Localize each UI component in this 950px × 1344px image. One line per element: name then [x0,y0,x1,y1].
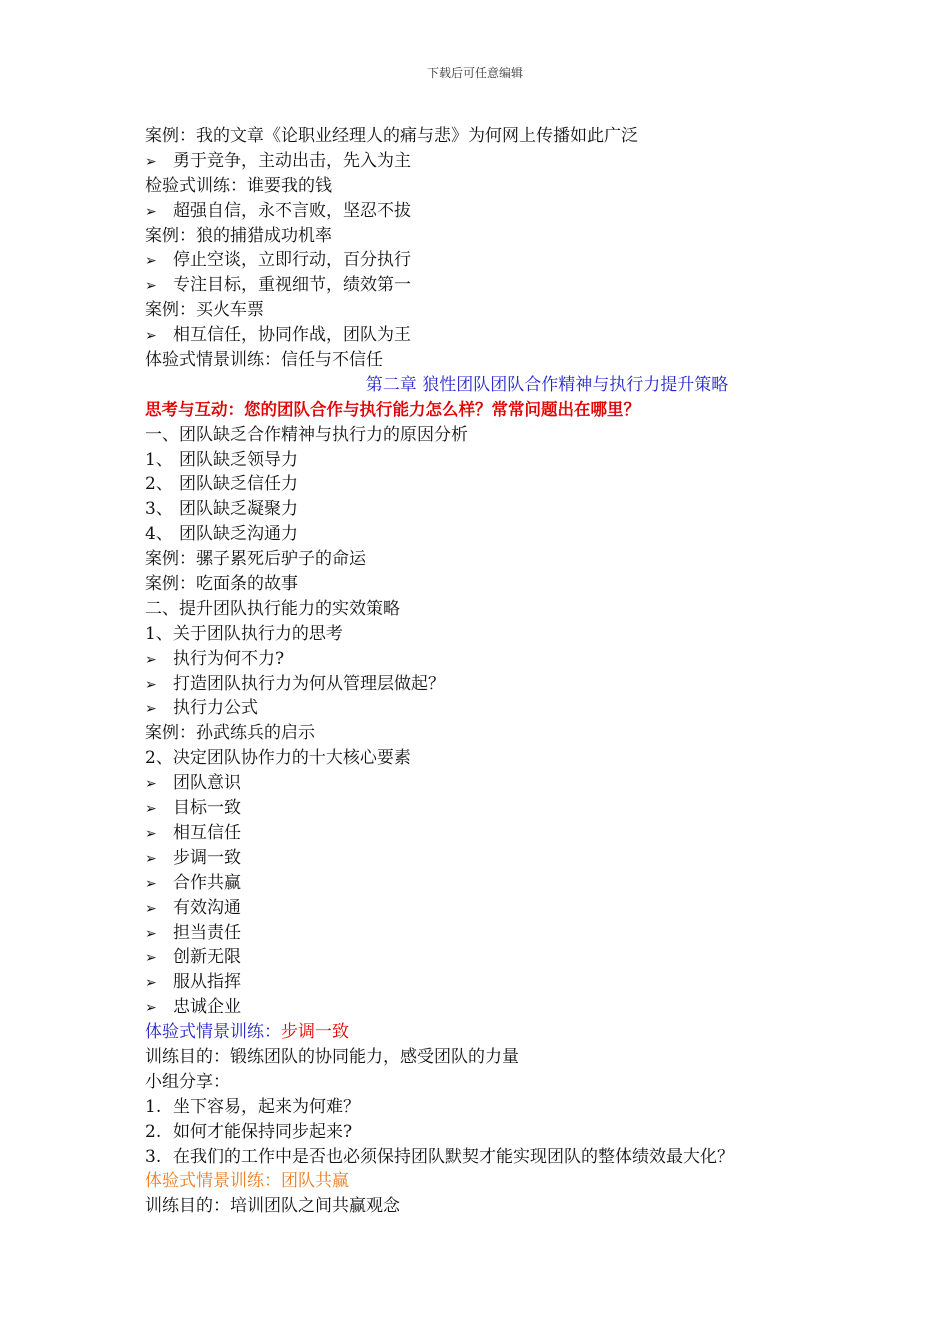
bullet-item [145,921,865,946]
numbered-item [145,1145,865,1170]
item-text: 在我们的工作中是否也必须保持团队默契才能实现团队的整体绩效最大化？ [173,1146,734,1167]
bullet-arrow-icon: ➢ [145,875,157,892]
item-text: 如何才能保持同步起来? [173,1121,353,1142]
training-line: 体验式情景训练：信任与不信任 [145,350,383,371]
subsection-heading: 1、关于团队执行力的思考 [145,623,343,644]
bullet-arrow-icon: ➢ [145,825,157,842]
bullet-text: 相互信任，协同作战，团队为王 [173,325,411,346]
case-line: 案例：狼的捕猎成功机率 [145,225,332,246]
case-line: 案例：孙武练兵的启示 [145,723,315,744]
case-line: 案例：买火车票 [145,300,264,321]
item-text: 坐下容易，起来为何难？ [173,1096,360,1117]
item-number: 4、 [145,524,173,545]
bullet-text: 担当责任 [173,922,241,943]
item-number: 3. [145,1146,162,1167]
item-text: 团队缺乏凝聚力 [179,499,298,520]
bullet-arrow-icon: ➢ [145,278,157,295]
case-line: 案例：我的文章《论职业经理人的痛与悲》为何网上传播如此广泛 [145,126,638,146]
training-purpose: 训练目的：锻练团队的协同能力，感受团队的力量 [145,1046,519,1067]
document-body [145,124,865,1219]
item-number: 1. [145,1096,162,1117]
item-number: 2. [145,1121,162,1142]
item-number: 2、 [145,474,173,495]
bullet-arrow-icon: ➢ [145,900,157,917]
bullet-text: 合作共赢 [173,872,241,893]
bullet-text: 打造团队执行力为何从管理层做起？ [173,673,445,694]
bullet-arrow-icon: ➢ [145,925,157,942]
bullet-item [145,647,865,672]
training-line: 检验式训练：谁要我的钱 [145,175,332,196]
training-heading-orange: 体验式情景训练：团队共赢 [145,1171,349,1192]
subsection-heading: 2、决定团队协作力的十大核心要素 [145,748,411,769]
bullet-text: 执行为何不力? [173,648,285,669]
bullet-item [145,149,865,174]
page-header-note: 下载后可任意编辑 [426,66,523,80]
case-line: 案例：骡子累死后驴子的命运 [145,549,366,570]
bullet-text: 专注目标，重视细节，绩效第一 [173,275,411,296]
bullet-arrow-icon: ➢ [145,701,157,718]
bullet-text: 勇于竞争，主动出击，先入为主 [173,150,411,171]
numbered-item [145,448,865,473]
bullet-text: 有效沟通 [173,897,241,918]
item-number: 1、 [145,449,173,470]
bullet-arrow-icon: ➢ [145,975,157,992]
chapter-heading: 第二章 狼性团队团队合作精神与执行力提升策略 [365,374,729,395]
bullet-item [145,323,865,348]
bullet-text: 执行力公式 [173,698,258,719]
bullet-text: 停止空谈，立即行动，百分执行 [173,250,411,271]
group-share-heading: 小组分享： [145,1071,230,1092]
bullet-arrow-icon: ➢ [145,153,157,170]
bullet-item [145,821,865,846]
bullet-item [145,945,865,970]
training-heading [145,1020,865,1045]
bullet-item [145,970,865,995]
bullet-arrow-icon: ➢ [145,203,157,220]
item-text: 团队缺乏沟通力 [179,524,298,545]
bullet-arrow-icon: ➢ [145,253,157,270]
bullet-text: 服从指挥 [173,972,241,993]
bullet-arrow-icon: ➢ [145,776,157,793]
bullet-item [145,846,865,871]
training-heading-title: 步调一致 [281,1022,349,1043]
bullet-text: 目标一致 [173,798,241,819]
bullet-arrow-icon: ➢ [145,801,157,818]
bullet-text: 相互信任 [173,822,241,843]
bullet-text: 创新无限 [173,947,241,968]
numbered-item [145,472,865,497]
bullet-arrow-icon: ➢ [145,850,157,867]
bullet-arrow-icon: ➢ [145,950,157,967]
bullet-arrow-icon: ➢ [145,676,157,693]
bullet-text: 忠诚企业 [173,997,241,1018]
section-heading: 一、团队缺乏合作精神与执行力的原因分析 [145,424,468,445]
bullet-item [145,248,865,273]
item-number: 3、 [145,499,173,520]
bullet-item [145,896,865,921]
bullet-item [145,771,865,796]
bullet-arrow-icon: ➢ [145,651,157,668]
bullet-item [145,796,865,821]
discussion-question: 思考与互动：您的团队合作与执行能力怎么样？常常问题出在哪里？ [145,399,640,419]
bullet-item [145,199,865,224]
bullet-arrow-icon: ➢ [145,328,157,345]
numbered-item [145,497,865,522]
bullet-arrow-icon: ➢ [145,1000,157,1017]
section-heading: 二、提升团队执行能力的实效策略 [145,598,400,619]
bullet-text: 团队意识 [173,773,241,794]
case-line: 案例：吃面条的故事 [145,574,298,595]
numbered-item [145,1095,865,1120]
bullet-item [145,273,865,298]
bullet-item [145,672,865,697]
training-purpose: 训练目的：培训团队之间共赢观念 [145,1196,400,1217]
numbered-item [145,522,865,547]
numbered-item [145,1120,865,1145]
bullet-text: 步调一致 [173,847,241,868]
bullet-text: 超强自信，永不言败，坚忍不拔 [173,200,411,221]
item-text: 团队缺乏信任力 [179,474,298,495]
bullet-item [145,696,865,721]
training-heading-label: 体验式情景训练： [145,1022,281,1043]
item-text: 团队缺乏领导力 [179,449,298,470]
bullet-item [145,871,865,896]
bullet-item [145,995,865,1020]
